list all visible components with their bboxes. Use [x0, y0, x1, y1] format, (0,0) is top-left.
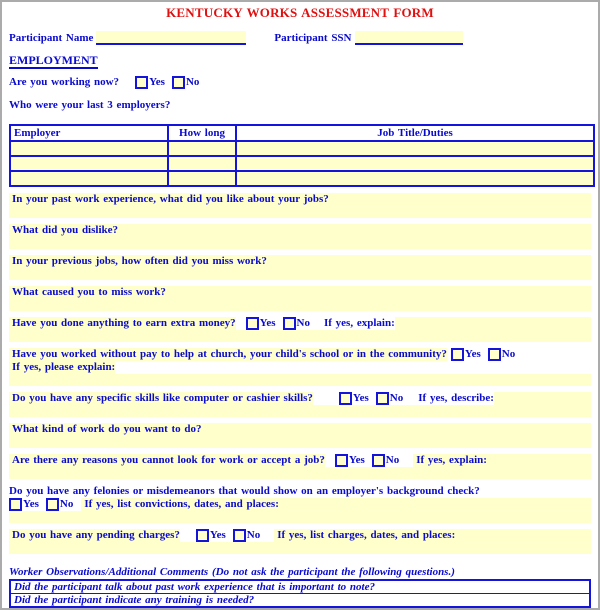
employers-table	[9, 124, 595, 187]
yes-no-group	[335, 454, 399, 467]
employer-cell[interactable]	[10, 156, 168, 171]
question-working-now	[9, 75, 591, 89]
yes-no-group	[246, 317, 310, 330]
if-yes-line	[9, 361, 591, 374]
yes-checkbox[interactable]	[246, 317, 259, 330]
job-title-cell[interactable]	[236, 156, 594, 171]
inline-answer-field[interactable]	[395, 317, 591, 330]
yes-no-group	[196, 529, 260, 542]
question-want-work[interactable]	[9, 423, 591, 448]
question-text: In your previous jobs, how often did you miss work?	[12, 255, 267, 267]
question-felonies	[9, 485, 591, 523]
yes-label: Yes	[348, 454, 365, 466]
no-label: No	[59, 498, 74, 510]
yes-no-group	[339, 392, 403, 405]
table-row	[10, 171, 594, 186]
question-text: Do you have any specific skills like computer or cashier skills?	[9, 392, 313, 405]
no-label: No	[185, 76, 200, 88]
question-text: In your past work experience, what did you like about your jobs?	[12, 193, 329, 205]
question-text: Do you have any pending charges?	[9, 529, 180, 542]
answer-field[interactable]	[9, 511, 591, 523]
question-line	[9, 529, 591, 542]
answer-field[interactable]	[9, 467, 591, 479]
participant-fields-row	[9, 30, 591, 45]
yes-label: Yes	[149, 76, 165, 88]
question-last-employers: Who were your last 3 employers?	[9, 99, 171, 111]
section-heading-employment: EMPLOYMENT	[9, 53, 98, 67]
yes-checkbox[interactable]	[339, 392, 352, 405]
yes-label: Yes	[209, 529, 226, 541]
if-yes-prompt: If yes, please explain:	[9, 361, 115, 374]
no-checkbox[interactable]	[233, 529, 246, 542]
question-dislike[interactable]	[9, 224, 591, 249]
worker-question-past-experience[interactable]: Did the participant talk about past work experience that is important to note?	[14, 581, 375, 593]
question-miss-cause[interactable]	[9, 286, 591, 311]
if-yes-prompt: If yes, list convictions, dates, and places:	[81, 498, 591, 511]
question-miss-often[interactable]	[9, 255, 591, 280]
if-yes-prompt: If yes, list charges, dates, and places:	[274, 529, 591, 542]
answer-field[interactable]	[9, 542, 591, 554]
how-long-cell[interactable]	[168, 141, 236, 156]
yes-label: Yes	[464, 348, 481, 360]
form-title: KENTUCKY WORKS ASSESSMENT FORM	[166, 5, 434, 20]
no-label: No	[501, 348, 516, 360]
yes-label: Yes	[352, 392, 369, 404]
no-checkbox[interactable]	[488, 348, 501, 361]
working-now-yes-no-group	[135, 76, 199, 89]
yes-label: Yes	[259, 317, 276, 329]
yes-checkbox[interactable]	[335, 454, 348, 467]
job-title-column-header: Job Title/Duties	[236, 125, 594, 141]
answer-field[interactable]	[9, 405, 591, 417]
no-label: No	[385, 454, 400, 466]
if-yes-prompt: If yes, explain:	[413, 454, 591, 467]
yes-checkbox[interactable]	[451, 348, 464, 361]
how-long-column-header: How long	[168, 125, 236, 141]
yes-checkbox[interactable]	[9, 498, 22, 511]
if-yes-prompt: If yes, explain:	[323, 317, 395, 329]
no-checkbox[interactable]	[283, 317, 296, 330]
question-extra-money	[9, 317, 591, 342]
answer-field[interactable]	[9, 330, 591, 342]
employer-cell[interactable]	[10, 141, 168, 156]
no-checkbox[interactable]	[376, 392, 389, 405]
question-text: Are there any reasons you cannot look for work or accept a job?	[9, 454, 325, 467]
question-text: Do you have any felonies or misdemeanors that would show on an employer's background check?	[9, 485, 480, 497]
question-reasons	[9, 454, 591, 479]
employer-cell[interactable]	[10, 171, 168, 186]
participant-name-label: Participant Name	[9, 32, 94, 44]
if-yes-prompt: If yes, describe:	[418, 392, 494, 404]
question-line	[9, 454, 591, 467]
no-label: No	[389, 392, 404, 404]
working-now-text: Are you working now?	[9, 75, 120, 88]
table-row	[10, 156, 594, 171]
question-pending-charges	[9, 529, 591, 554]
employers-table-header-row	[10, 125, 594, 141]
employer-column-header: Employer	[10, 125, 168, 141]
no-label: No	[246, 529, 261, 541]
participant-name-field[interactable]	[96, 31, 246, 45]
question-past-like[interactable]	[9, 193, 591, 218]
inline-answer-field[interactable]	[494, 392, 591, 405]
worker-observations-heading: Worker Observations/Additional Comments (Do not ask the participant the following questions.)	[9, 566, 455, 578]
question-text: Have you done anything to earn extra money?	[9, 317, 236, 330]
question-text: What kind of work do you want to do?	[12, 423, 202, 435]
job-title-cell[interactable]	[236, 171, 594, 186]
question-line	[9, 485, 591, 498]
question-line	[9, 348, 591, 361]
participant-ssn-field[interactable]	[355, 31, 463, 45]
question-text: Have you worked without pay to help at church, your child's school or in the community?	[9, 348, 447, 361]
no-checkbox[interactable]	[172, 76, 185, 89]
question-skills	[9, 392, 591, 417]
question-text: What caused you to miss work?	[12, 286, 166, 298]
question-line	[9, 317, 591, 330]
how-long-cell[interactable]	[168, 156, 236, 171]
question-line	[9, 392, 591, 405]
yes-no-group	[451, 348, 515, 361]
yes-checkbox[interactable]	[135, 76, 148, 89]
question-text: What did you dislike?	[12, 224, 119, 236]
yes-label: Yes	[23, 498, 39, 510]
participant-ssn-label: Participant SSN	[274, 32, 352, 44]
answer-field[interactable]	[9, 374, 591, 386]
job-title-cell[interactable]	[236, 141, 594, 156]
if-yes-line	[9, 498, 591, 511]
how-long-cell[interactable]	[168, 171, 236, 186]
table-row	[10, 141, 594, 156]
yes-checkbox[interactable]	[196, 529, 209, 542]
no-checkbox[interactable]	[372, 454, 385, 467]
question-without-pay	[9, 348, 591, 386]
no-checkbox[interactable]	[46, 498, 59, 511]
yes-no-group	[9, 498, 73, 511]
no-label: No	[296, 317, 310, 329]
worker-observations-box	[9, 579, 591, 608]
worker-question-training[interactable]: Did the participant indicate any training is needed?	[11, 593, 589, 606]
